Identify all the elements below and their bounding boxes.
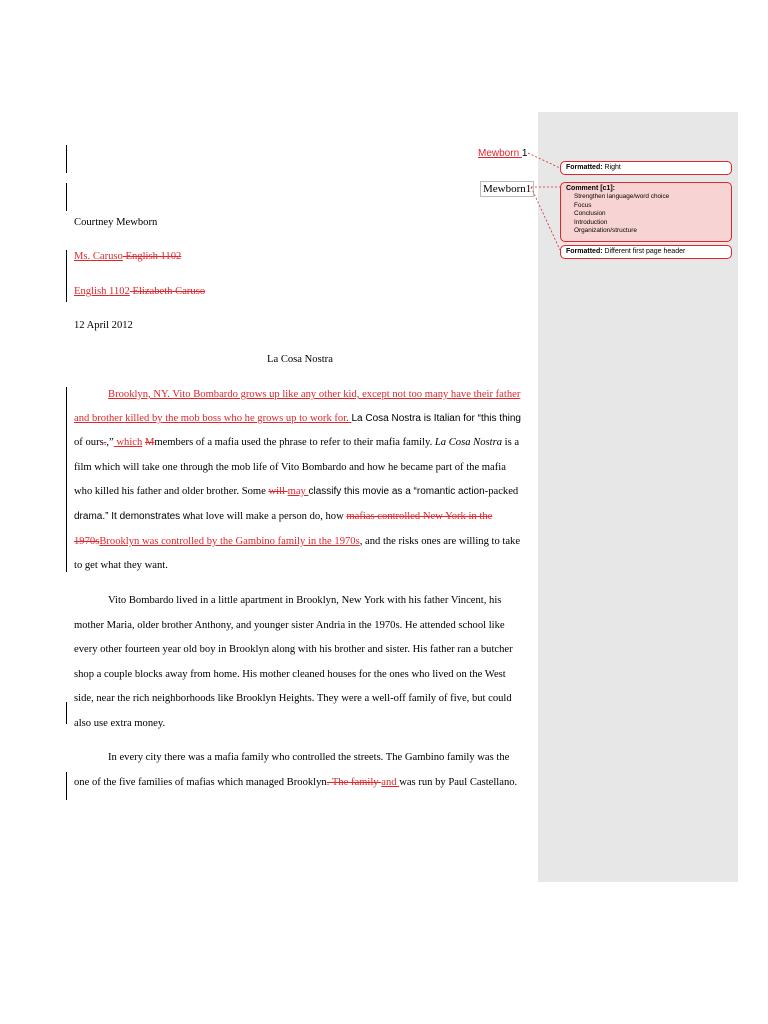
para3-line2: one of the five families of mafias which managed Brooklyn. The family and was run by Paul Castellano.: [74, 777, 518, 788]
formatted-balloon[interactable]: Formatted: Different first page header: [560, 245, 732, 259]
formatted-balloon[interactable]: Formatted: Right: [560, 161, 732, 175]
comment-item: Introduction: [574, 218, 608, 226]
comment-item: Organization/structure: [574, 227, 637, 235]
change-bar: [66, 145, 67, 173]
comment-balloon[interactable]: Comment [c1]: Strengthen language/word choice Focus Conclusion Introduction Organization/structure: [560, 182, 732, 242]
running-header: [478, 147, 527, 161]
para2-line4: shop a couple blocks away from home. His mother cleaned houses for the ones who lived on the West: [74, 669, 506, 680]
para1-line8: to get what they want.: [74, 560, 168, 571]
para2-line3: every other fourteen year old boy in Brooklyn along with his brother and sister. His father ran a butcher: [74, 644, 513, 655]
para1-line7: 1970sBrooklyn was controlled by the Gambino family in the 1970s, and the risks ones are willing to take: [74, 536, 521, 547]
para2-line5: side, near the rich neighborhoods like Brooklyn Heights. They were a well-off family of five, but could: [74, 693, 512, 704]
course-line: English 1102 Elizabeth Caruso: [74, 286, 206, 297]
para1-line6: drama.” It demonstrates what love will make a person do, how mafias controlled New York in the: [74, 511, 493, 522]
date-line: 12 April 2012: [74, 320, 133, 331]
para3-line1: In every city there was a mafia family who controlled the streets. The Gambino family was the: [108, 752, 510, 763]
change-bar: [66, 183, 67, 211]
header-inserted-name: Mewborn: [478, 148, 522, 159]
first-page-header: Mewborn1: [480, 181, 534, 197]
instructor-line: Ms. Caruso English 1102: [74, 251, 182, 262]
change-bar: [66, 250, 67, 302]
para1-line3: of ours.,” which Mmembers of a mafia used the phrase to refer to their mafia family. La Cosa Nostra is a: [74, 437, 520, 448]
para1-line2: and brother killed by the mob boss who he grows up to work for. La Cosa Nostra is Italian for “this thing: [74, 413, 521, 424]
comment-item: Strengthen language/word choice: [574, 193, 670, 200]
header-page-number: 1: [521, 148, 528, 159]
para2-line1: Vito Bombardo lived in a little apartment in Brooklyn, New York with his father Vincent, his: [108, 595, 502, 606]
para1-line5: who killed his father and older brother. Some will may classify this movie as a “romantic action-packed: [74, 486, 519, 497]
comment-item: Focus: [574, 201, 592, 209]
para2-line2: mother Maria, older brother Anthony, and younger sister Andria in the 1970s. He attended school like: [74, 620, 505, 631]
change-bar: [66, 772, 67, 800]
change-bar: [66, 387, 67, 572]
essay-title: La Cosa Nostra: [267, 354, 333, 365]
para1-line1: Brooklyn, NY. Vito Bombardo grows up like any other kid, except not too many have their father: [108, 389, 521, 400]
change-bar: [66, 702, 67, 724]
author-name: Courtney Mewborn: [74, 217, 158, 228]
para1-line4: film which will take one through the mob life of Vito Bombardo and how he became part of the mafia: [74, 462, 506, 473]
comment-item: Conclusion: [574, 210, 606, 218]
para2-line6: also use extra money.: [74, 718, 166, 729]
